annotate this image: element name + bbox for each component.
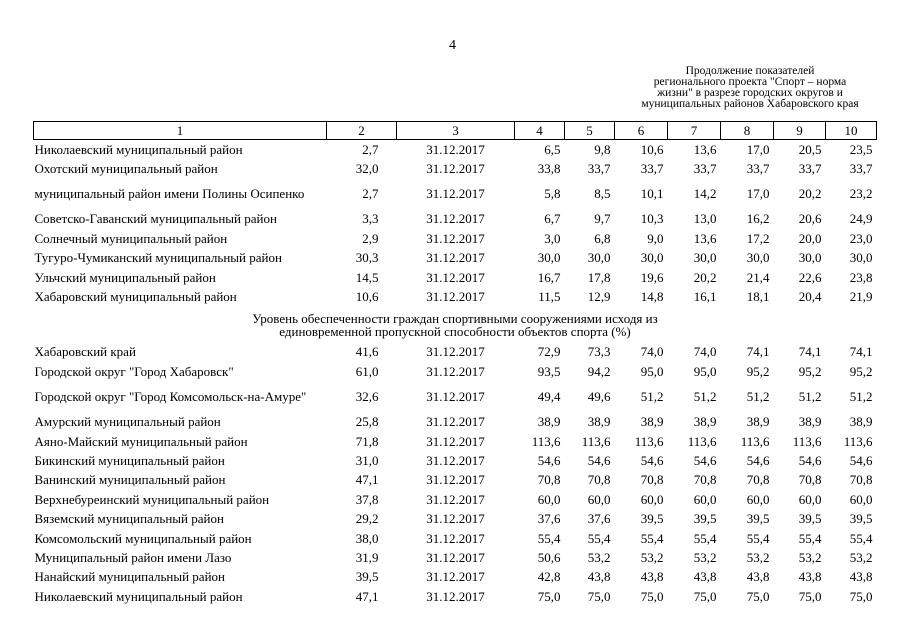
- value-cell: 54,6: [693, 452, 717, 468]
- district-name-cell: [34, 362, 327, 381]
- value-cell: 16,1: [693, 289, 717, 305]
- value-cell: 17,8: [587, 269, 611, 285]
- district-name-cell: [34, 587, 327, 606]
- value-cell: 43,8: [798, 569, 822, 585]
- base-date-cell: 31.12.2017: [426, 161, 485, 177]
- base-value-cell: 2,7: [362, 186, 379, 202]
- district-name-cell: [34, 268, 327, 287]
- value-cell: 43,8: [587, 569, 611, 585]
- value-cell: 14,8: [640, 289, 664, 305]
- district-name-cell: [34, 509, 327, 528]
- district-name-cell: [34, 451, 327, 470]
- value-cell: 13,0: [693, 211, 717, 227]
- value-cell: 51,2: [693, 389, 717, 405]
- value-cell: 60,0: [693, 491, 717, 507]
- district-name-cell: [34, 432, 327, 451]
- value-cell: 74,1: [849, 344, 873, 360]
- value-cell: 11,5: [538, 289, 561, 305]
- value-cell: 30,0: [798, 250, 822, 266]
- value-cell: 10,6: [640, 141, 664, 157]
- value-cell: 113,6: [687, 433, 717, 449]
- value-cell: 39,5: [849, 511, 873, 527]
- value-cell: 20,0: [798, 230, 822, 246]
- value-cell: 5,8: [544, 186, 561, 202]
- table-row: [34, 268, 877, 287]
- district-name-cell: [34, 249, 327, 268]
- base-value-cell: 41,6: [355, 344, 379, 360]
- value-cell: 75,0: [640, 588, 664, 604]
- value-cell: 20,5: [798, 141, 822, 157]
- base-value-cell: 32,6: [355, 389, 379, 405]
- header-cell: 9: [774, 122, 826, 140]
- value-cell: 20,2: [693, 269, 717, 285]
- value-cell: 53,2: [587, 549, 611, 565]
- value-cell: 60,0: [587, 491, 611, 507]
- base-value-cell: 38,0: [355, 530, 379, 546]
- header-cell: 1: [34, 122, 327, 140]
- value-cell: 75,0: [849, 588, 873, 604]
- value-cell: 43,8: [746, 569, 770, 585]
- value-cell: 17,0: [746, 186, 770, 202]
- district-name: Комсомольский муниципальный район: [34, 530, 252, 546]
- value-cell: 33,7: [640, 161, 664, 177]
- value-cell: 70,8: [798, 472, 822, 488]
- district-name: Советско-Гаванский муниципальный район: [34, 211, 277, 227]
- value-cell: 113,6: [740, 433, 770, 449]
- value-cell: 38,9: [693, 414, 717, 430]
- value-cell: 73,3: [587, 344, 611, 360]
- value-cell: 30,0: [587, 250, 611, 266]
- base-date-cell: 31.12.2017: [426, 230, 485, 246]
- value-cell: 37,6: [537, 511, 561, 527]
- section-title-row: [34, 307, 877, 343]
- base-value-cell: 31,9: [355, 549, 379, 565]
- header-cell: 10: [826, 122, 877, 140]
- value-cell: 38,9: [746, 414, 770, 430]
- value-cell: 113,6: [531, 433, 561, 449]
- value-cell: 33,8: [537, 161, 561, 177]
- value-cell: 113,6: [581, 433, 611, 449]
- value-cell: 20,4: [798, 289, 822, 305]
- value-cell: 39,5: [798, 511, 822, 527]
- value-cell: 20,6: [798, 211, 822, 227]
- district-name-cell: [34, 471, 327, 490]
- base-value-cell: 47,1: [355, 588, 379, 604]
- header-cell: 6: [615, 122, 668, 140]
- value-cell: 53,2: [746, 549, 770, 565]
- value-cell: 93,5: [537, 363, 561, 379]
- value-cell: 75,0: [798, 588, 822, 604]
- value-cell: 51,2: [798, 389, 822, 405]
- value-cell: 55,4: [640, 530, 664, 546]
- value-cell: 21,4: [746, 269, 770, 285]
- table-row: [34, 382, 877, 413]
- table-row: [34, 343, 877, 362]
- district-name-cell: [34, 548, 327, 567]
- table-row: [34, 471, 877, 490]
- value-cell: 23,8: [849, 269, 873, 285]
- table-row: [34, 490, 877, 509]
- district-name: Аяно-Майский муниципальный район: [34, 433, 248, 449]
- value-cell: 74,0: [640, 344, 664, 360]
- district-name: Хабаровский муниципальный район: [34, 289, 237, 305]
- header-cell: 8: [721, 122, 774, 140]
- value-cell: 54,6: [537, 452, 561, 468]
- base-date-cell: 31.12.2017: [426, 186, 485, 202]
- caption-line: Продолжение показателей: [685, 65, 815, 77]
- base-date-cell: 31.12.2017: [426, 389, 485, 405]
- table-caption: [600, 66, 900, 110]
- base-value-cell: 3,3: [362, 211, 379, 227]
- base-date-cell: 31.12.2017: [426, 211, 485, 227]
- value-cell: 113,6: [792, 433, 822, 449]
- base-date-cell: 31.12.2017: [426, 569, 485, 585]
- district-name: Городской округ "Город Хабаровск": [34, 363, 234, 379]
- value-cell: 60,0: [798, 491, 822, 507]
- caption-line: муниципальных районов Хабаровского края: [641, 98, 859, 110]
- table-row: [34, 287, 877, 306]
- table-row: [34, 451, 877, 470]
- value-cell: 33,7: [849, 161, 873, 177]
- district-name: Нанайский муниципальный район: [34, 569, 225, 585]
- table-row: [34, 229, 877, 248]
- header-row: [34, 122, 877, 140]
- district-name: Солнечный муниципальный район: [34, 230, 228, 246]
- value-cell: 113,6: [634, 433, 664, 449]
- value-cell: 17,0: [746, 141, 770, 157]
- value-cell: 12,9: [587, 289, 611, 305]
- value-cell: 38,9: [537, 414, 561, 430]
- base-date-cell: 31.12.2017: [426, 141, 485, 157]
- value-cell: 23,0: [849, 230, 873, 246]
- base-value-cell: 10,6: [355, 289, 379, 305]
- value-cell: 23,5: [849, 141, 873, 157]
- base-value-cell: 2,9: [362, 230, 379, 246]
- value-cell: 75,0: [537, 588, 561, 604]
- value-cell: 113,6: [843, 433, 873, 449]
- value-cell: 8,5: [594, 186, 611, 202]
- value-cell: 37,6: [587, 511, 611, 527]
- district-name-cell: [34, 413, 327, 432]
- table-row: [34, 548, 877, 567]
- value-cell: 51,2: [849, 389, 873, 405]
- value-cell: 74,1: [746, 344, 770, 360]
- value-cell: 16,2: [746, 211, 770, 227]
- table-row: [34, 249, 877, 268]
- base-date-cell: 31.12.2017: [426, 530, 485, 546]
- table-row: [34, 529, 877, 548]
- district-name-cell: [34, 210, 327, 229]
- value-cell: 24,9: [849, 211, 873, 227]
- value-cell: 55,4: [587, 530, 611, 546]
- value-cell: 38,9: [849, 414, 873, 430]
- value-cell: 55,4: [849, 530, 873, 546]
- value-cell: 74,0: [693, 344, 717, 360]
- district-name: Хабаровский край: [34, 344, 136, 360]
- value-cell: 54,6: [849, 452, 873, 468]
- header-cell: 5: [565, 122, 615, 140]
- district-name-cell: [34, 179, 327, 210]
- value-cell: 33,7: [693, 161, 717, 177]
- value-cell: 6,8: [594, 230, 611, 246]
- value-cell: 6,5: [544, 141, 561, 157]
- district-name-cell: [34, 287, 327, 306]
- district-name-cell: [34, 382, 327, 413]
- value-cell: 39,5: [640, 511, 664, 527]
- value-cell: 51,2: [746, 389, 770, 405]
- base-value-cell: 37,8: [355, 491, 379, 507]
- value-cell: 18,1: [746, 289, 770, 305]
- district-name: Бикинский муниципальный район: [34, 452, 225, 468]
- value-cell: 33,7: [746, 161, 770, 177]
- base-value-cell: 25,8: [355, 414, 379, 430]
- table-row: [34, 140, 877, 160]
- district-name: Тугуро-Чумиканский муниципальный район: [34, 250, 282, 266]
- value-cell: 17,2: [746, 230, 770, 246]
- district-name: Ульчский муниципальный район: [34, 269, 216, 285]
- base-date-cell: 31.12.2017: [426, 344, 485, 360]
- section-title: Уровень обеспеченности граждан спортивными сооружениями исходя из единовременной пропускной способности объектов спорта (%): [252, 310, 658, 339]
- table-row: [34, 179, 877, 210]
- value-cell: 70,8: [587, 472, 611, 488]
- district-name: Муниципальный район имени Лазо: [34, 549, 232, 565]
- value-cell: 53,2: [640, 549, 664, 565]
- base-date-cell: 31.12.2017: [426, 363, 485, 379]
- value-cell: 95,0: [640, 363, 664, 379]
- value-cell: 55,4: [537, 530, 561, 546]
- value-cell: 16,7: [537, 269, 561, 285]
- value-cell: 23,2: [849, 186, 873, 202]
- indicators-table: [33, 121, 877, 606]
- value-cell: 70,8: [537, 472, 561, 488]
- value-cell: 20,2: [798, 186, 822, 202]
- table-row: [34, 413, 877, 432]
- value-cell: 72,9: [537, 344, 561, 360]
- district-name: Верхнебуреинский муниципальный район: [34, 491, 270, 507]
- table-row: [34, 210, 877, 229]
- base-date-cell: 31.12.2017: [426, 289, 485, 305]
- value-cell: 60,0: [746, 491, 770, 507]
- value-cell: 10,1: [640, 186, 664, 202]
- base-value-cell: 31,0: [355, 452, 379, 468]
- value-cell: 54,6: [798, 452, 822, 468]
- value-cell: 95,2: [798, 363, 822, 379]
- base-date-cell: 31.12.2017: [426, 269, 485, 285]
- district-name-cell: [34, 529, 327, 548]
- district-name: Николаевский муниципальный район: [34, 588, 243, 604]
- header-cell: 4: [515, 122, 565, 140]
- value-cell: 54,6: [587, 452, 611, 468]
- value-cell: 49,6: [587, 389, 611, 405]
- district-name: Ванинский муниципальный район: [34, 472, 226, 488]
- district-name-cell: [34, 140, 327, 160]
- value-cell: 53,2: [693, 549, 717, 565]
- base-value-cell: 30,3: [355, 250, 379, 266]
- value-cell: 70,8: [693, 472, 717, 488]
- value-cell: 21,9: [849, 289, 873, 305]
- base-date-cell: 31.12.2017: [426, 433, 485, 449]
- value-cell: 9,8: [594, 141, 611, 157]
- base-date-cell: 31.12.2017: [426, 549, 485, 565]
- value-cell: 22,6: [798, 269, 822, 285]
- district-name-cell: [34, 343, 327, 362]
- value-cell: 60,0: [537, 491, 561, 507]
- base-value-cell: 61,0: [355, 363, 379, 379]
- table-header: [34, 122, 877, 140]
- district-name-cell: [34, 568, 327, 587]
- value-cell: 55,4: [693, 530, 717, 546]
- value-cell: 95,0: [693, 363, 717, 379]
- district-name: Вяземский муниципальный район: [34, 511, 224, 527]
- value-cell: 9,0: [647, 230, 664, 246]
- value-cell: 38,9: [798, 414, 822, 430]
- value-cell: 30,0: [849, 250, 873, 266]
- value-cell: 75,0: [693, 588, 717, 604]
- value-cell: 95,2: [849, 363, 873, 379]
- value-cell: 75,0: [587, 588, 611, 604]
- district-name: Городской округ "Город Комсомольск-на-Амуре": [34, 389, 307, 405]
- value-cell: 39,5: [693, 511, 717, 527]
- table-body: [34, 140, 877, 607]
- value-cell: 30,0: [640, 250, 664, 266]
- district-name: Амурский муниципальный район: [34, 414, 221, 430]
- value-cell: 43,8: [640, 569, 664, 585]
- header-cell: 2: [327, 122, 397, 140]
- value-cell: 30,0: [537, 250, 561, 266]
- value-cell: 13,6: [693, 141, 717, 157]
- value-cell: 19,6: [640, 269, 664, 285]
- value-cell: 9,7: [594, 211, 611, 227]
- header-cell: 3: [397, 122, 515, 140]
- value-cell: 14,2: [693, 186, 717, 202]
- base-date-cell: 31.12.2017: [426, 588, 485, 604]
- value-cell: 55,4: [746, 530, 770, 546]
- value-cell: 39,5: [746, 511, 770, 527]
- value-cell: 53,2: [849, 549, 873, 565]
- value-cell: 42,8: [537, 569, 561, 585]
- value-cell: 30,0: [746, 250, 770, 266]
- value-cell: 70,8: [849, 472, 873, 488]
- value-cell: 38,9: [587, 414, 611, 430]
- value-cell: 54,6: [640, 452, 664, 468]
- base-value-cell: 71,8: [355, 433, 379, 449]
- value-cell: 33,7: [587, 161, 611, 177]
- table-row: [34, 568, 877, 587]
- base-date-cell: 31.12.2017: [426, 472, 485, 488]
- base-value-cell: 47,1: [355, 472, 379, 488]
- base-date-cell: 31.12.2017: [426, 414, 485, 430]
- district-name-cell: [34, 159, 327, 178]
- caption-line: регионального проекта "Спорт – норма: [653, 76, 847, 88]
- value-cell: 10,3: [640, 211, 664, 227]
- district-name-cell: [34, 229, 327, 248]
- district-name: муниципальный район имени Полины Осипенко: [34, 186, 305, 202]
- value-cell: 3,0: [544, 230, 561, 246]
- district-name-cell: [34, 490, 327, 509]
- table-row: [34, 432, 877, 451]
- value-cell: 43,8: [849, 569, 873, 585]
- value-cell: 38,9: [640, 414, 664, 430]
- base-value-cell: 32,0: [355, 161, 379, 177]
- base-value-cell: 2,7: [362, 141, 379, 157]
- base-date-cell: 31.12.2017: [426, 491, 485, 507]
- value-cell: 51,2: [640, 389, 664, 405]
- value-cell: 60,0: [849, 491, 873, 507]
- value-cell: 49,4: [537, 389, 561, 405]
- base-value-cell: 14,5: [355, 269, 379, 285]
- base-value-cell: 29,2: [355, 511, 379, 527]
- table-row: [34, 509, 877, 528]
- value-cell: 95,2: [746, 363, 770, 379]
- base-value-cell: 39,5: [355, 569, 379, 585]
- base-date-cell: 31.12.2017: [426, 511, 485, 527]
- value-cell: 54,6: [746, 452, 770, 468]
- value-cell: 55,4: [798, 530, 822, 546]
- value-cell: 75,0: [746, 588, 770, 604]
- value-cell: 33,7: [798, 161, 822, 177]
- header-cell: 7: [668, 122, 721, 140]
- value-cell: 43,8: [693, 569, 717, 585]
- page-number: 4: [449, 38, 456, 53]
- value-cell: 53,2: [798, 549, 822, 565]
- district-name: Николаевский муниципальный район: [34, 141, 243, 157]
- value-cell: 6,7: [544, 211, 561, 227]
- value-cell: 74,1: [798, 344, 822, 360]
- value-cell: 13,6: [693, 230, 717, 246]
- value-cell: 94,2: [587, 363, 611, 379]
- table-row: [34, 587, 877, 606]
- value-cell: 70,8: [746, 472, 770, 488]
- value-cell: 30,0: [693, 250, 717, 266]
- value-cell: 70,8: [640, 472, 664, 488]
- caption-line: жизни" в разрезе городских округов и: [657, 87, 843, 99]
- value-cell: 60,0: [640, 491, 664, 507]
- base-date-cell: 31.12.2017: [426, 250, 485, 266]
- base-date-cell: 31.12.2017: [426, 452, 485, 468]
- table-row: [34, 159, 877, 178]
- table-row: [34, 362, 877, 381]
- district-name: Охотский муниципальный район: [34, 161, 218, 177]
- value-cell: 50,6: [537, 549, 561, 565]
